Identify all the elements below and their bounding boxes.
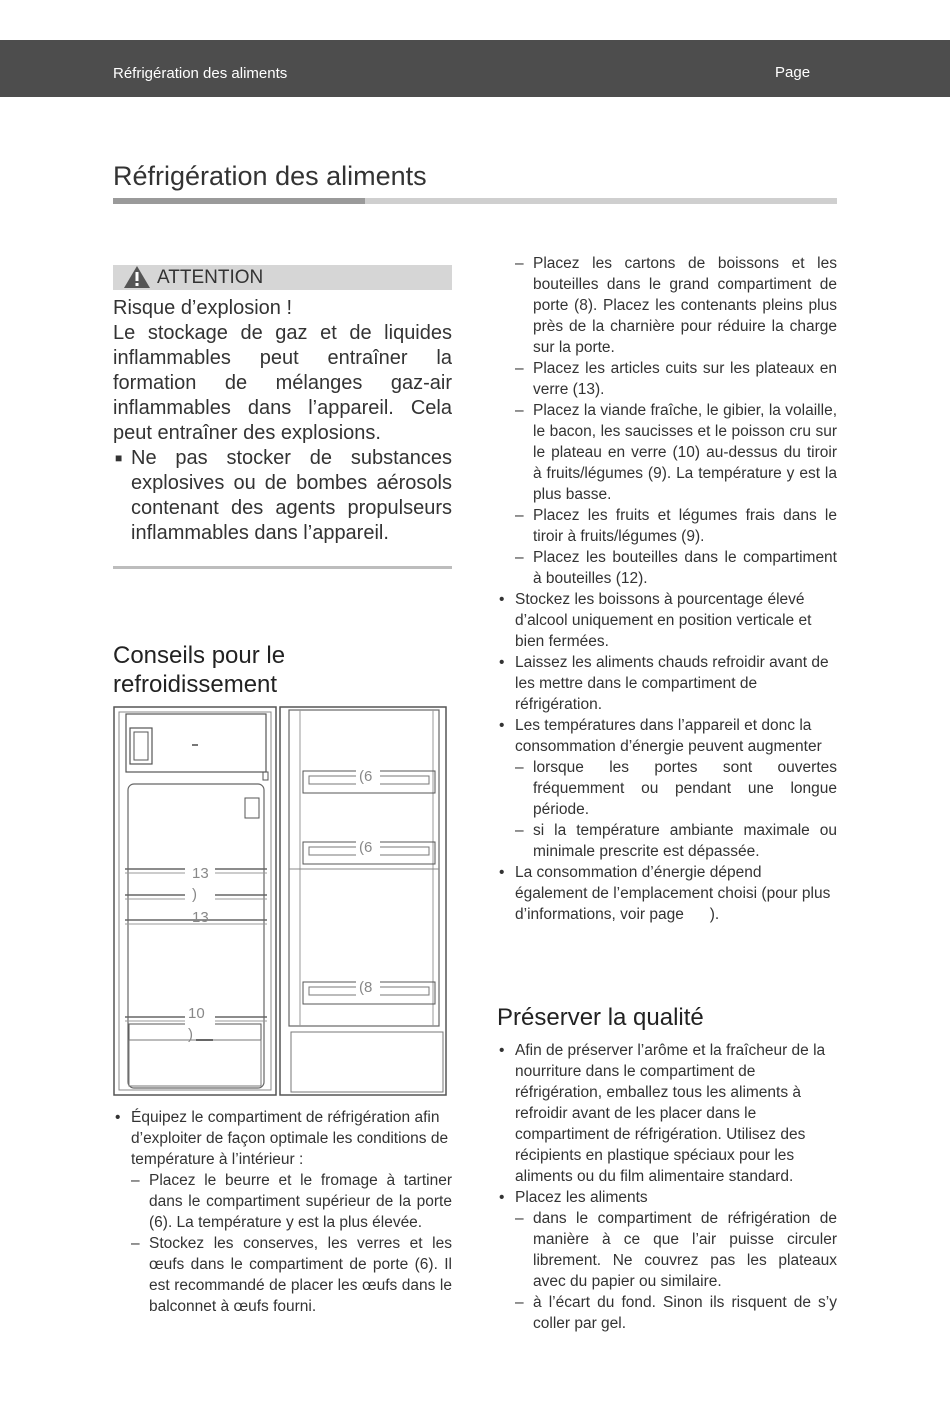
cooling-heading xyxy=(113,641,285,699)
attention-risk: Risque d’explosion ! xyxy=(113,297,292,319)
square-bullet-icon: ■ xyxy=(115,451,123,465)
page-title: Réfrigération des aliments xyxy=(113,161,427,191)
label-shelf-13a: 13 xyxy=(192,865,209,882)
label-door-shelf-8: (8 xyxy=(359,979,373,996)
label-shelf-10: 10 xyxy=(188,1005,205,1022)
header-page-label: Page xyxy=(775,64,811,81)
list-item: • Placez les aliments xyxy=(499,1189,648,1206)
right-column-text xyxy=(497,253,837,925)
label-door-shelf-6b: (6 xyxy=(359,839,373,856)
label-shelf-13b: 13 xyxy=(192,909,209,926)
list-item: • Laissez les aliments chauds refroidir avant de les mettre dans le compartiment de réfrigération. xyxy=(499,654,829,713)
label-shelf-13a-paren: ) xyxy=(192,886,197,903)
cooling-heading-line1: Conseils pour le xyxy=(113,642,286,669)
list-item: – Stockez les conserves, les verres et les œufs dans le compartiment de porte (6). Il est recommandé de placer les œufs dans le balconnet à œufs fourni. xyxy=(131,1235,452,1315)
quality-text xyxy=(497,1040,837,1334)
list-item: – à l’écart du fond. Sinon ils risquent de s’y coller par gel. xyxy=(515,1294,837,1332)
attention-bullet xyxy=(113,446,452,546)
attention-text xyxy=(113,296,452,446)
list-item: – Placez la viande fraîche, le gibier, la volaille, le bacon, les saucisses et le poisson cru sur le plateau en verre (10) au-dessus du tiroir à fruits/légumes (9). La température y est la plus basse. xyxy=(515,402,837,503)
list-item: • Les températures dans l’appareil et donc la consommation d’énergie peuvent augmenter xyxy=(499,717,822,755)
label-door-shelf-6a: (6 xyxy=(359,768,373,785)
list-item: • Équipez le compartiment de réfrigération afin d’exploiter de façon optimale les conditions de température à l’intérieur : xyxy=(115,1109,449,1168)
fridge-illustration xyxy=(113,706,448,1096)
list-item: – si la température ambiante maximale ou minimale prescrite est dépassée. xyxy=(515,822,837,860)
title-underline xyxy=(113,198,837,204)
list-item: – Placez les articles cuits sur les plateaux en verre (13). xyxy=(515,360,837,398)
attention-divider xyxy=(113,566,452,569)
label-shelf-10-paren: ) xyxy=(188,1026,193,1043)
attention-bullet-text: Ne pas stocker de substances explosives ou de bombes aérosols contenant des agents propulseurs inflammables dans l’appareil. xyxy=(131,447,452,544)
list-item: – lorsque les portes sont ouvertes fréquemment ou pendant une longue période. xyxy=(515,759,837,818)
quality-heading: Préserver la qualité xyxy=(497,1004,704,1031)
list-item: – dans le compartiment de réfrigération de manière à ce que l’air puisse circuler librement. Ne couvrez pas les plateaux avec du papier ou similaire. xyxy=(515,1210,837,1290)
warning-triangle-icon xyxy=(123,265,151,289)
left-column-text xyxy=(113,1107,452,1317)
attention-label: ATTENTION xyxy=(157,267,264,288)
attention-banner xyxy=(113,265,452,290)
list-item: – Placez les bouteilles dans le compartiment à bouteilles (12). xyxy=(515,549,837,587)
attention-body: Le stockage de gaz et de liquides inflammables peut entraîner la formation de mélanges gaz-air inflammables dans l’appareil. Cela peut entraîner des explosions. xyxy=(113,322,452,444)
list-item: • La consommation d’énergie dépend également de l’emplacement choisi (pour plus d’informations, voir page ). xyxy=(499,864,835,923)
list-item: – Placez les fruits et légumes frais dans le tiroir à fruits/légumes (9). xyxy=(515,507,837,545)
cooling-heading-line2: refroidissement xyxy=(113,671,278,698)
list-item: – Placez le beurre et le fromage à tartiner dans le compartiment supérieur de la porte (6). La température y est la plus élevée. xyxy=(131,1172,452,1231)
list-item: • Stockez les boissons à pourcentage élevé d’alcool uniquement en position verticale et bien fermées. xyxy=(499,591,812,650)
page-header xyxy=(0,40,950,97)
list-item: – Placez les cartons de boissons et les bouteilles dans le grand compartiment de porte (8). Placez les contenants pleins plus près de la charnière pour réduire la charge sur la porte. xyxy=(515,255,837,356)
list-item: • Afin de préserver l’arôme et la fraîcheur de la nourriture dans le compartiment de réfrigération, emballez tous les aliments à refroidir avant de les placer dans le compartiment de réfrigération. Utilisez des récipients en plastique spéciaux pour les aliments ou du film alimentaire standard. xyxy=(499,1042,826,1185)
header-section-title: Réfrigération des aliments xyxy=(113,65,288,82)
